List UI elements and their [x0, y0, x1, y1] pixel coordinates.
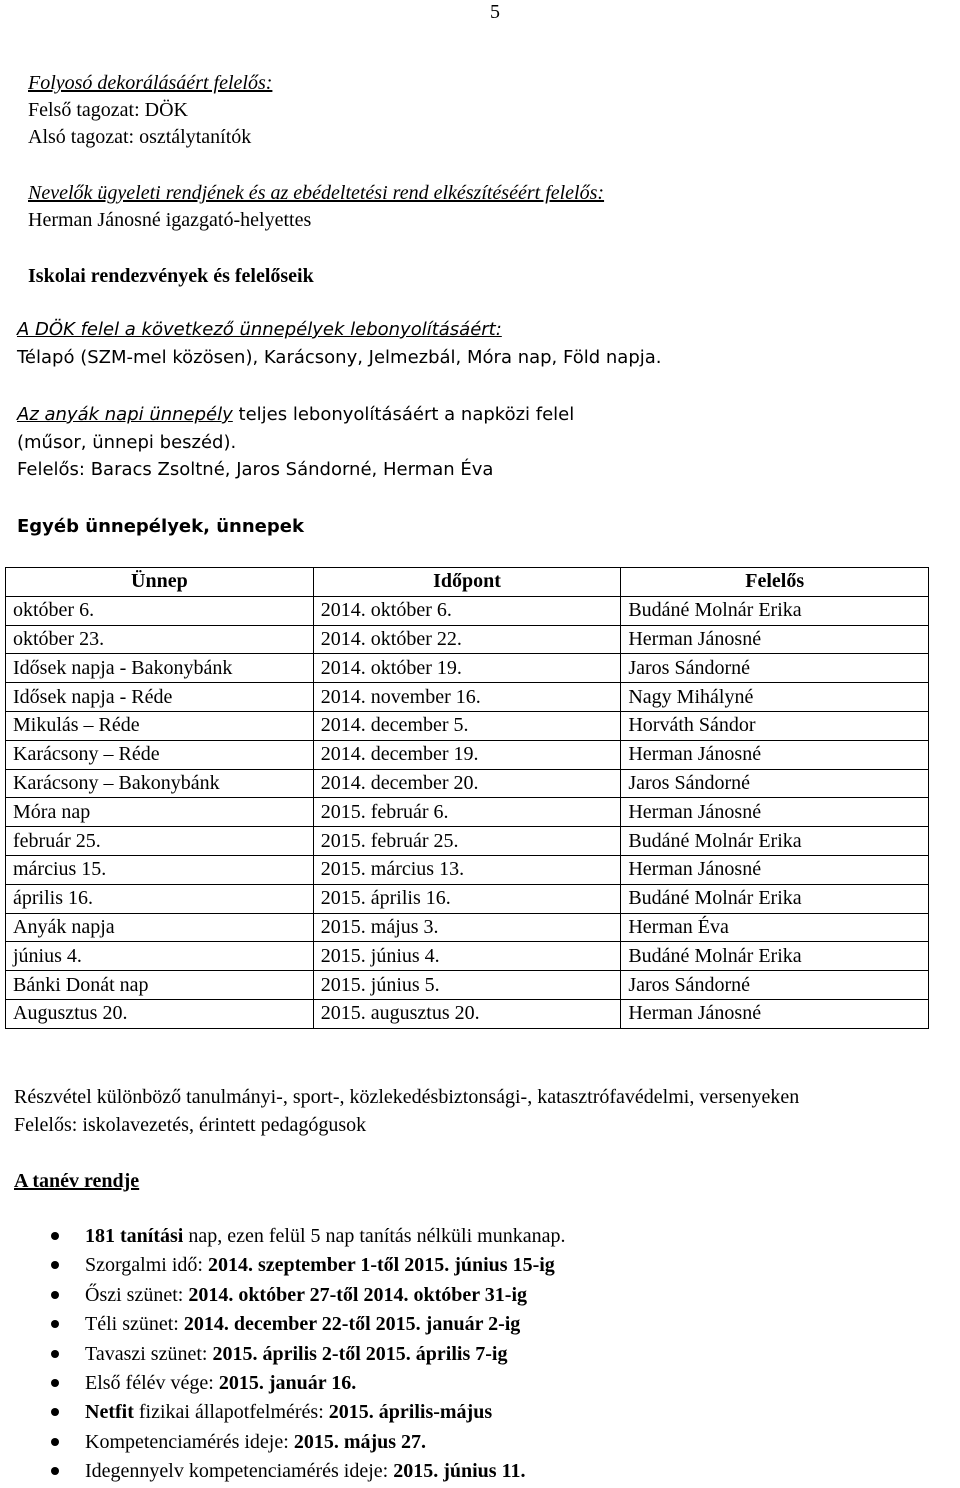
duty-heading: Nevelők ügyeleti rendjének és az ebédeltetési rend elkészítéséért felelős:: [28, 182, 605, 204]
table-row: [6, 625, 929, 654]
bullet-icon: [51, 1320, 59, 1328]
bullet-bold-lead: Netfit: [85, 1401, 134, 1424]
cell-holiday: április 16.: [6, 884, 314, 913]
cell-responsible: Jaros Sándorné: [621, 769, 929, 798]
page-number: 5: [490, 1, 500, 23]
cell-date: 2015. április 16.: [313, 884, 621, 913]
bullet-icon: [51, 1467, 59, 1475]
bullet-bold-date: 2015. június 11.: [393, 1460, 526, 1483]
dok-heading: A DÖK felel a következő ünnepélyek lebonyolításáért:: [17, 319, 502, 340]
bullet-text: Idegennyelv kompetenciamérés ideje:: [85, 1460, 394, 1483]
cell-responsible: Herman Jánosné: [621, 855, 929, 884]
cell-holiday: Karácsony – Réde: [6, 740, 314, 769]
list-item: [0, 1457, 900, 1486]
table-row: [6, 999, 929, 1028]
cell-responsible: Herman Jánosné: [621, 625, 929, 654]
table-row: [6, 942, 929, 971]
bullet-icon: [51, 1232, 59, 1240]
bullet-text: nap, ezen felül 5 nap tanítás nélküli munkanap.: [183, 1225, 566, 1247]
bullet-icon: [51, 1261, 59, 1269]
cell-holiday: Anyák napja: [6, 913, 314, 942]
bullet-bold-date: 2015. április-május: [328, 1401, 493, 1424]
cell-responsible: Budáné Molnár Erika: [621, 942, 929, 971]
cell-date: 2015. február 25.: [313, 827, 621, 856]
cell-holiday: Idősek napja - Bakonybánk: [6, 654, 314, 683]
header-date: Időpont: [313, 568, 621, 597]
bullet-bold-date: 2014. szeptember 1-től 2015. június 15-ig: [207, 1254, 555, 1277]
table-body: [6, 596, 929, 1028]
competitions-line: Részvétel különböző tanulmányi-, sport-, közlekedésbiztonsági-, katasztrófavédelmi, versenyeken: [14, 1086, 800, 1108]
cell-date: 2014. október 19.: [313, 654, 621, 683]
table-row: [6, 596, 929, 625]
events-table: [5, 567, 929, 1029]
cell-date: 2014. december 5.: [313, 711, 621, 740]
bullet-icon: [51, 1438, 59, 1446]
corridor-line-upper: Felső tagozat: DÖK: [28, 99, 188, 121]
duty-line: Herman Jánosné igazgató-helyettes: [28, 209, 312, 231]
list-item: [0, 1310, 900, 1339]
table-row: [6, 654, 929, 683]
corridor-line-lower: Alsó tagozat: osztálytanítók: [28, 126, 252, 148]
bullet-text: Első félév vége:: [85, 1371, 219, 1394]
table-row: [6, 740, 929, 769]
bullet-bold-date: 2015. április 2-től 2015. április 7-ig: [212, 1342, 508, 1365]
bullet-text: Őszi szünet:: [85, 1283, 189, 1306]
cell-responsible: Herman Jánosné: [621, 798, 929, 827]
bullet-text: Szorgalmi idő:: [85, 1254, 208, 1277]
events-heading: Iskolai rendezvények és felelőseik: [28, 265, 314, 287]
mothers-day-line2: (műsor, ünnepi beszéd).: [17, 432, 237, 453]
table-row: [6, 798, 929, 827]
cell-responsible: Herman Jánosné: [621, 999, 929, 1028]
bullet-text: Tavaszi szünet:: [85, 1342, 213, 1365]
bullet-text: Téli szünet:: [85, 1313, 184, 1336]
cell-responsible: Budáné Molnár Erika: [621, 884, 929, 913]
cell-responsible: Herman Éva: [621, 913, 929, 942]
cell-date: 2015. augusztus 20.: [313, 999, 621, 1028]
bullet-icon: [51, 1291, 59, 1299]
list-item: [0, 1281, 900, 1310]
bullet-bold-date: 2014. október 27-től 2014. október 31-ig: [188, 1283, 528, 1306]
school-year-list: [0, 1222, 900, 1487]
cell-holiday: október 6.: [6, 596, 314, 625]
cell-holiday: március 15.: [6, 855, 314, 884]
cell-date: 2015. május 3.: [313, 913, 621, 942]
table-row: [6, 827, 929, 856]
cell-holiday: június 4.: [6, 942, 314, 971]
cell-holiday: Augusztus 20.: [6, 999, 314, 1028]
cell-holiday: Móra nap: [6, 798, 314, 827]
cell-holiday: Karácsony – Bakonybánk: [6, 769, 314, 798]
list-item: [0, 1251, 900, 1280]
cell-responsible: Herman Jánosné: [621, 740, 929, 769]
header-responsible: Felelős: [621, 568, 929, 597]
header-holiday: Ünnep: [6, 568, 314, 597]
cell-holiday: február 25.: [6, 827, 314, 856]
cell-date: 2015. június 5.: [313, 971, 621, 1000]
other-events-heading: Egyéb ünnepélyek, ünnepek: [17, 516, 304, 537]
cell-holiday: október 23.: [6, 625, 314, 654]
table-row: [6, 711, 929, 740]
mothers-day-line: [17, 403, 574, 427]
cell-holiday: Mikulás – Réde: [6, 711, 314, 740]
cell-date: 2015. március 13.: [313, 855, 621, 884]
cell-responsible: Jaros Sándorné: [621, 971, 929, 1000]
dok-line: Télapó (SZM-mel közösen), Karácsony, Jelmezbál, Móra nap, Föld napja.: [17, 347, 662, 368]
table-row: [6, 971, 929, 1000]
cell-responsible: Nagy Mihályné: [621, 683, 929, 712]
list-item: [0, 1428, 900, 1457]
table-header-row: [6, 568, 929, 597]
corridor-heading: Folyosó dekorálásáért felelős:: [28, 72, 273, 94]
table-row: [6, 769, 929, 798]
list-item: [0, 1398, 900, 1427]
cell-date: 2014. október 6.: [313, 596, 621, 625]
list-item: [0, 1340, 900, 1369]
bullet-icon: [51, 1379, 59, 1387]
cell-responsible: Horváth Sándor: [621, 711, 929, 740]
cell-responsible: Jaros Sándorné: [621, 654, 929, 683]
table-row: [6, 855, 929, 884]
cell-date: 2015. június 4.: [313, 942, 621, 971]
mothers-day-responsible: Felelős: Baracs Zsoltné, Jaros Sándorné, Herman Éva: [17, 459, 494, 480]
school-year-heading: A tanév rendje: [14, 1170, 140, 1192]
cell-holiday: Bánki Donát nap: [6, 971, 314, 1000]
mothers-day-rest: teljes lebonyolításáért a napközi felel: [232, 404, 575, 425]
cell-date: 2014. november 16.: [313, 683, 621, 712]
cell-date: 2015. február 6.: [313, 798, 621, 827]
bullet-text: fizikai állapotfelmérés:: [133, 1401, 329, 1424]
bullet-bold-date: 2015. január 16.: [218, 1371, 357, 1394]
cell-responsible: Budáné Molnár Erika: [621, 827, 929, 856]
bullet-bold-lead: 181 tanítási: [85, 1225, 184, 1247]
table-row: [6, 683, 929, 712]
mothers-day-link: Az anyák napi ünnepély: [17, 404, 233, 425]
table-row: [6, 884, 929, 913]
cell-date: 2014. december 19.: [313, 740, 621, 769]
bullet-bold-date: 2015. május 27.: [293, 1430, 427, 1453]
competitions-responsible: Felelős: iskolavezetés, érintett pedagógusok: [14, 1114, 367, 1136]
cell-holiday: Idősek napja - Réde: [6, 683, 314, 712]
cell-date: 2014. október 22.: [313, 625, 621, 654]
table-row: [6, 913, 929, 942]
bullet-text: Kompetenciamérés ideje:: [85, 1430, 294, 1453]
cell-responsible: Budáné Molnár Erika: [621, 596, 929, 625]
cell-date: 2014. december 20.: [313, 769, 621, 798]
bullet-icon: [51, 1408, 59, 1416]
bullet-icon: [51, 1350, 59, 1358]
list-item: [0, 1222, 900, 1251]
bullet-bold-date: 2014. december 22-től 2015. január 2-ig: [183, 1313, 521, 1336]
list-item: [0, 1369, 900, 1398]
